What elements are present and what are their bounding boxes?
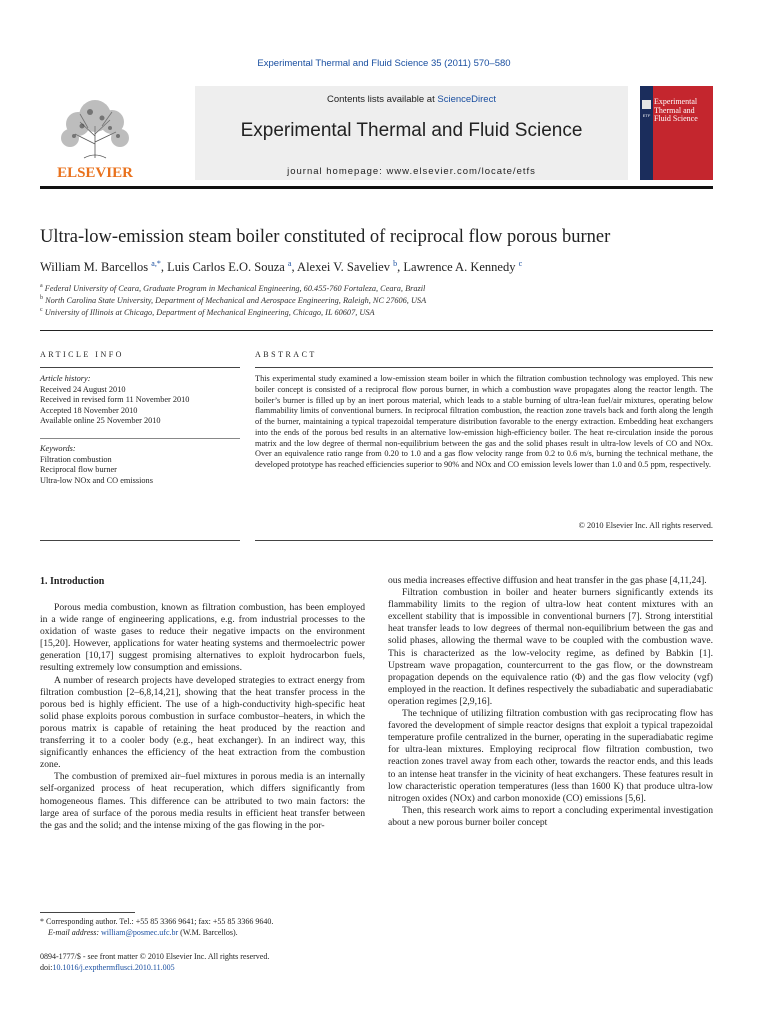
elsevier-logo xyxy=(40,86,150,180)
keyword-item: Reciprocal flow burner xyxy=(40,465,117,474)
journal-citation[interactable]: Experimental Thermal and Fluid Science 35 (2011) 570–580 xyxy=(257,58,511,69)
email-link[interactable]: william@posmec.ufc.br xyxy=(101,928,179,937)
cover-title: Experimental Thermal and Fluid Science xyxy=(654,98,698,123)
email-label: E-mail address: xyxy=(48,928,100,937)
divider xyxy=(255,367,713,368)
affiliation: $^a$ Federal University of Ceara, Graduate Program in Mechanical Engineering, 60.455-760 Fortaleza, Ceara, Brazil xyxy=(40,283,426,293)
header-rule xyxy=(40,186,713,189)
abstract-text: This experimental study examined a low-emission steam boiler in which the filtration combustion technology was employed. This new boiler concept is consisted of a reciprocal flow porous burner, in which a combustion wave propagates along the reactor length. The boiler’s burner is filled up by an inert porous material, which leads to a stable burning of ultra-lean fuel/air mixtures, operating below flammability limits of conventional burners. In reciprocal filtration combustion, the reaction zone travels back and forth along the length of the burner, maintaining a typical trapezoidal temperature distribution favorable to the energy extraction. Embedding heat exchangers into the ends of the porous bed results in an alternative low-emission high-efficiency boiler. The heat re-circulation inside the porous matrix and the low degree of thermal non-equilibrium between the gas and the solid phases result in ultra-low levels of CO and NOx. Over an equivalence ratio range from 0.20 to 1.0 and a gas flow velocity range from 0.2 to 0.6 m/s, burning the technical methane, the developed prototype has reached efficiencies superior to 90% and NOx and CO emission levels lower than 1.0 and 0.5 ppm, respectively. xyxy=(255,374,713,469)
body-column-left xyxy=(40,602,365,832)
divider xyxy=(255,540,713,541)
article-info-heading: ARTICLE INFO xyxy=(40,350,124,359)
author-affiliation-mark[interactable]: c xyxy=(518,259,523,268)
email-suffix: (W.M. Barcellos). xyxy=(180,928,238,937)
author-affiliation-mark[interactable]: b xyxy=(393,259,398,268)
history-item: Received 24 August 2010 xyxy=(40,384,126,394)
author-list: William M. Barcellos $^{a,*}$, Luis Carlos E.O. Souza $^a$, Alexei V. Saveliev $^b$, Lawrence A. Kennedy $^c$ xyxy=(40,259,523,275)
affiliation: $^c$ University of Illinois at Chicago, Department of Mechanical Engineering, Chicago, IL 60607, USA xyxy=(40,307,375,317)
contents-prefix: Contents lists available at xyxy=(327,94,438,105)
body-paragraph: Then, this research work aims to report a concluding experimental investigation about a new porous burner boiler concept xyxy=(388,804,713,828)
journal-homepage[interactable]: journal homepage: www.elsevier.com/locate/etfs xyxy=(287,166,536,177)
body-paragraph: Filtration combustion in boiler and heater burners significantly extends its flammability limits to the region of ultra-low heat content mixtures with an excellent stability that is impossible in conventional burners [7]. Strong interstitial heat transfer leads to low degrees of thermal non-equilibrium between the gas and solid phases, allowing the thermal wave to be coupled with the combustion wave. This is characterized as the low-velocity regime, as defined by Babkin [1]. Upstream wave propagation, countercurrent to the gas flow, or the downstream propagation depends on the equivalence ratio (Φ) and the gas flow velocity (vgf) employed in the reaction. It defines respectively the subadiabatic and superadiabatic operation regimes [2,9,16]. xyxy=(388,587,713,707)
history-item: Received in revised form 11 November 2010 xyxy=(40,395,190,404)
history-label: Article history: xyxy=(40,374,91,383)
body-paragraph: ous media increases effective diffusion and heat transfer in the gas phase [4,11,24]. xyxy=(388,575,707,586)
cover-icon xyxy=(640,86,713,180)
issn-line: 0894-1777/$ - see front matter © 2010 Elsevier Inc. All rights reserved. xyxy=(40,952,270,961)
body-column-right xyxy=(388,575,713,829)
doi-link[interactable]: 10.1016/j.expthermflusci.2010.11.005 xyxy=(52,963,175,972)
body-paragraph: The combustion of premixed air–fuel mixtures in porous media is an internally self-organized process of heat recuperation, which differs significantly from homogeneous flames. This difference can be attributed to two main factors: the large area of surface of the porous media results in efficient heat transfer between the gas and the solid; and the intense mixing of the gas flowing in the por- xyxy=(40,771,365,831)
doi-label: doi: xyxy=(40,963,53,972)
svg-text:ETF: ETF xyxy=(642,113,651,118)
footnote-rule xyxy=(40,912,135,913)
divider xyxy=(40,367,240,368)
elsevier-tree-icon xyxy=(40,86,150,180)
divider xyxy=(40,540,240,541)
body-paragraph: Porous media combustion, known as filtration combustion, has been employed in a wide range of engineering applications, e.g. from industrial processes to the oxidation of waste gases to reduce their negative impacts on the environment [15,20]. However, applications for water heating systems and thermoelectric power generation [10,17] suggest promising alternatives to exploit hydrocarbon fuels, resulting extremely low consumption and emissions. xyxy=(40,602,365,674)
abstract-heading: ABSTRACT xyxy=(255,350,317,359)
divider xyxy=(40,438,240,439)
section-rule xyxy=(40,330,713,331)
author-name[interactable]: Luis Carlos E.O. Souza xyxy=(167,260,285,275)
author-name[interactable]: William M. Barcellos xyxy=(40,260,149,275)
section-heading-introduction: 1. Introduction xyxy=(40,576,105,587)
body-paragraph: The technique of utilizing filtration combustion with gas reciprocating flow has favored the development of simple reactor designs that exploit a typical trapezoidal temperature profile centralized in the burner, operating in the superadiabatic regime for ultra-lean mixtures. Employing reciprocal flow filtration combustion, two reaction zones travel away from each other, towards the reactor ends, and this leads to an intense heat transfer in the vicinity of heat exchangers. These features result in low characteristic operation temperatures (less than 1600 K) that produce ultra-low nitrogen oxides (NOx) and carbon monoxide (CO) emissions [5,6]. xyxy=(388,708,713,804)
keyword-item: Ultra-low NOx and CO emissions xyxy=(40,475,153,485)
contents-line xyxy=(195,94,628,105)
sciencedirect-link[interactable]: ScienceDirect xyxy=(437,94,496,105)
correspondence-note: * Corresponding author. Tel.: +55 85 3366 9641; fax: +55 85 3366 9640. xyxy=(40,917,274,926)
keyword-item: Filtration combustion xyxy=(40,454,112,464)
copyright-notice: © 2010 Elsevier Inc. All rights reserved. xyxy=(578,521,713,530)
journal-cover-image xyxy=(640,86,713,180)
elsevier-wordmark: ELSEVIER xyxy=(57,165,133,180)
history-item: Available online 25 November 2010 xyxy=(40,416,161,425)
author-affiliation-mark[interactable]: a xyxy=(287,259,292,268)
affiliation: $^b$ North Carolina State University, Department of Mechanical and Aerospace Engineering, Raleigh, NC 27606, USA xyxy=(40,295,427,305)
body-paragraph: A number of research projects have developed strategies to extract energy from filtration combustion [2–6,8,14,21], showing that the heat transfer process in the porous bed is highly efficient. The use of a high-conductivity high-specific heat solid phase exploits porous combustion in surface combustor–heaters, in which the porous matrix is capable of retaining the heat produced by the reaction and transferring it to a cooler body (e.g., heat exchanger). In an indirect way, this significantly enhances the efficiency of the heat extraction from the combustion zone. xyxy=(40,674,365,771)
keywords-label: Keywords: xyxy=(40,444,76,453)
author-name[interactable]: Lawrence A. Kennedy xyxy=(403,260,516,275)
author-affiliation-mark[interactable]: a,* xyxy=(151,259,161,268)
article-history xyxy=(40,374,240,427)
history-item: Accepted 18 November 2010 xyxy=(40,405,138,415)
author-name[interactable]: Alexei V. Saveliev xyxy=(297,260,390,275)
keywords xyxy=(40,444,240,486)
article-title: Ultra-low-emission steam boiler constituted of reciprocal flow porous burner xyxy=(40,227,611,247)
front-matter xyxy=(40,951,440,973)
footnote xyxy=(40,916,365,938)
journal-name: Experimental Thermal and Fluid Science xyxy=(240,120,583,141)
